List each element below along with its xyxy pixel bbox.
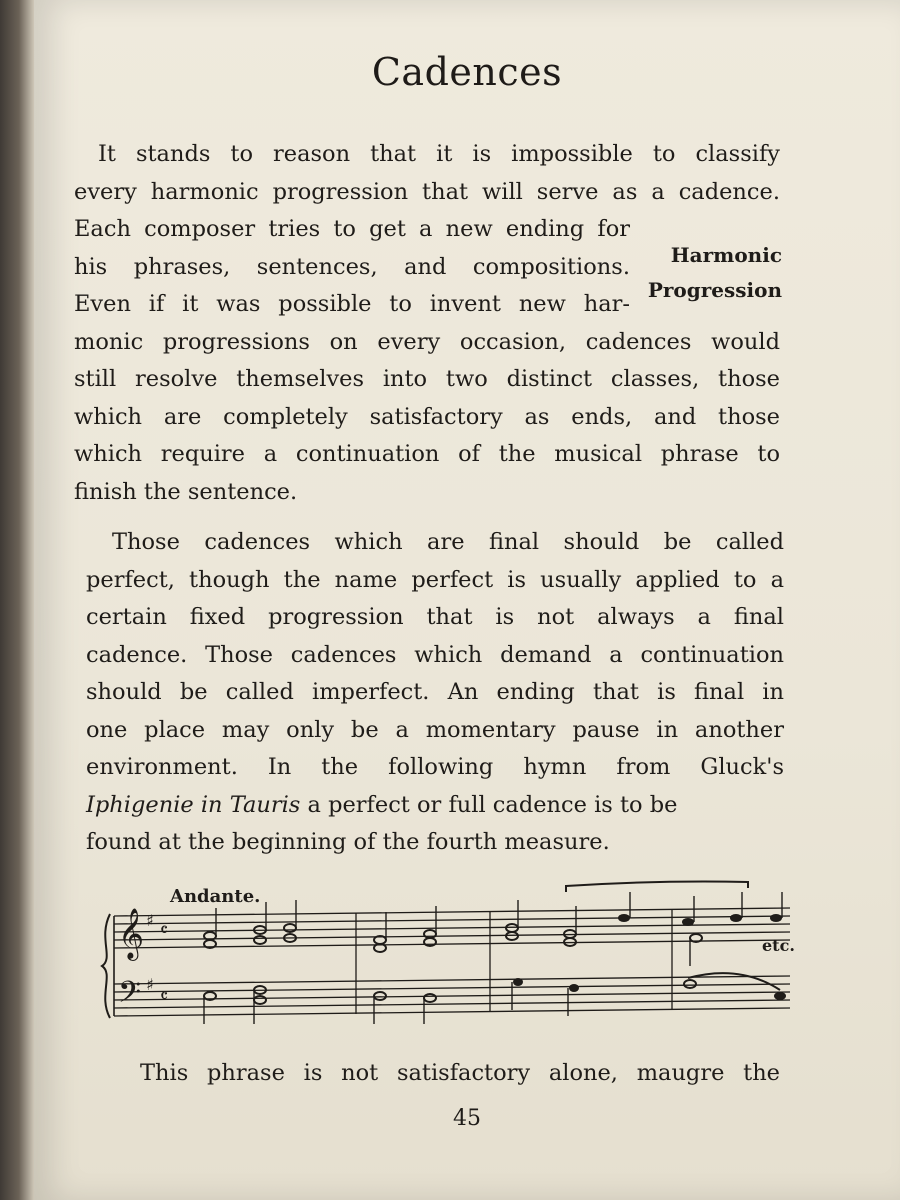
paragraph-line: It stands to reason that it is impossible to classify (98, 141, 780, 167)
page-title: Cadences (371, 50, 563, 94)
marginal-note (648, 238, 782, 308)
marginal-note-line: Progression (647, 278, 782, 302)
svg-text:♯: ♯ (146, 975, 154, 994)
paragraph-1 (74, 136, 780, 511)
paragraph-line: monic progressions on every occasion, cadences would (74, 328, 780, 355)
continuation-marking: etc. (762, 936, 795, 955)
book-page (34, 0, 900, 1200)
paragraph-line-with-italic (86, 787, 784, 825)
paragraph-line: Those cadences which are final should be called (112, 529, 784, 555)
svg-text:𝄴: 𝄴 (160, 920, 169, 941)
paragraph-line: which require a continuation of the musical phrase to (74, 441, 780, 467)
paragraph-line: his phrases, sentences, and compositions. (74, 253, 630, 280)
paragraph-line: one place may only be a momentary pause in another (86, 716, 784, 743)
paragraph-line-rest: a perfect or full cadence is to be (300, 791, 678, 818)
music-score-image (100, 878, 800, 1038)
paragraph-line: still resolve themselves into two distinct classes, those (74, 366, 780, 392)
svg-text:𝄞: 𝄞 (118, 908, 145, 959)
paragraph-line: cadence. Those cadences which demand a continuation (86, 641, 784, 668)
paragraph-line: every harmonic progression that will serve as a cadence. (74, 178, 780, 205)
paragraph-line: perfect, though the name perfect is usually applied to a (86, 566, 784, 593)
paragraph-line: Each composer tries to get a new ending for (74, 216, 630, 242)
page-number: 45 (453, 1106, 481, 1131)
svg-text:𝄢: 𝄢 (118, 976, 142, 1017)
svg-text:♯: ♯ (146, 911, 154, 930)
paragraph-line: which are completely satisfactory as ends, and those (74, 403, 780, 430)
svg-text:𝄴: 𝄴 (160, 986, 169, 1007)
paragraph-line: should be called imperfect. An ending that is final in (86, 679, 784, 705)
paragraph-line: found at the beginning of the fourth measure. (86, 829, 610, 855)
paragraph-line: finish the sentence. (74, 478, 298, 505)
tempo-marking: Andante. (170, 886, 261, 907)
paragraph-2 (86, 524, 784, 862)
bottom-text-line: This phrase is not satisfactory alone, maugre the (140, 1060, 780, 1086)
work-title: Iphigenie in Tauris (86, 791, 301, 818)
paragraph-line: Even if it was possible to invent new har- (74, 291, 630, 317)
paragraph-line: certain fixed progression that is not always a final (86, 604, 784, 630)
paragraph-line: environment. In the following hymn from Gluck's (86, 754, 784, 780)
marginal-note-line: Harmonic (670, 243, 782, 267)
